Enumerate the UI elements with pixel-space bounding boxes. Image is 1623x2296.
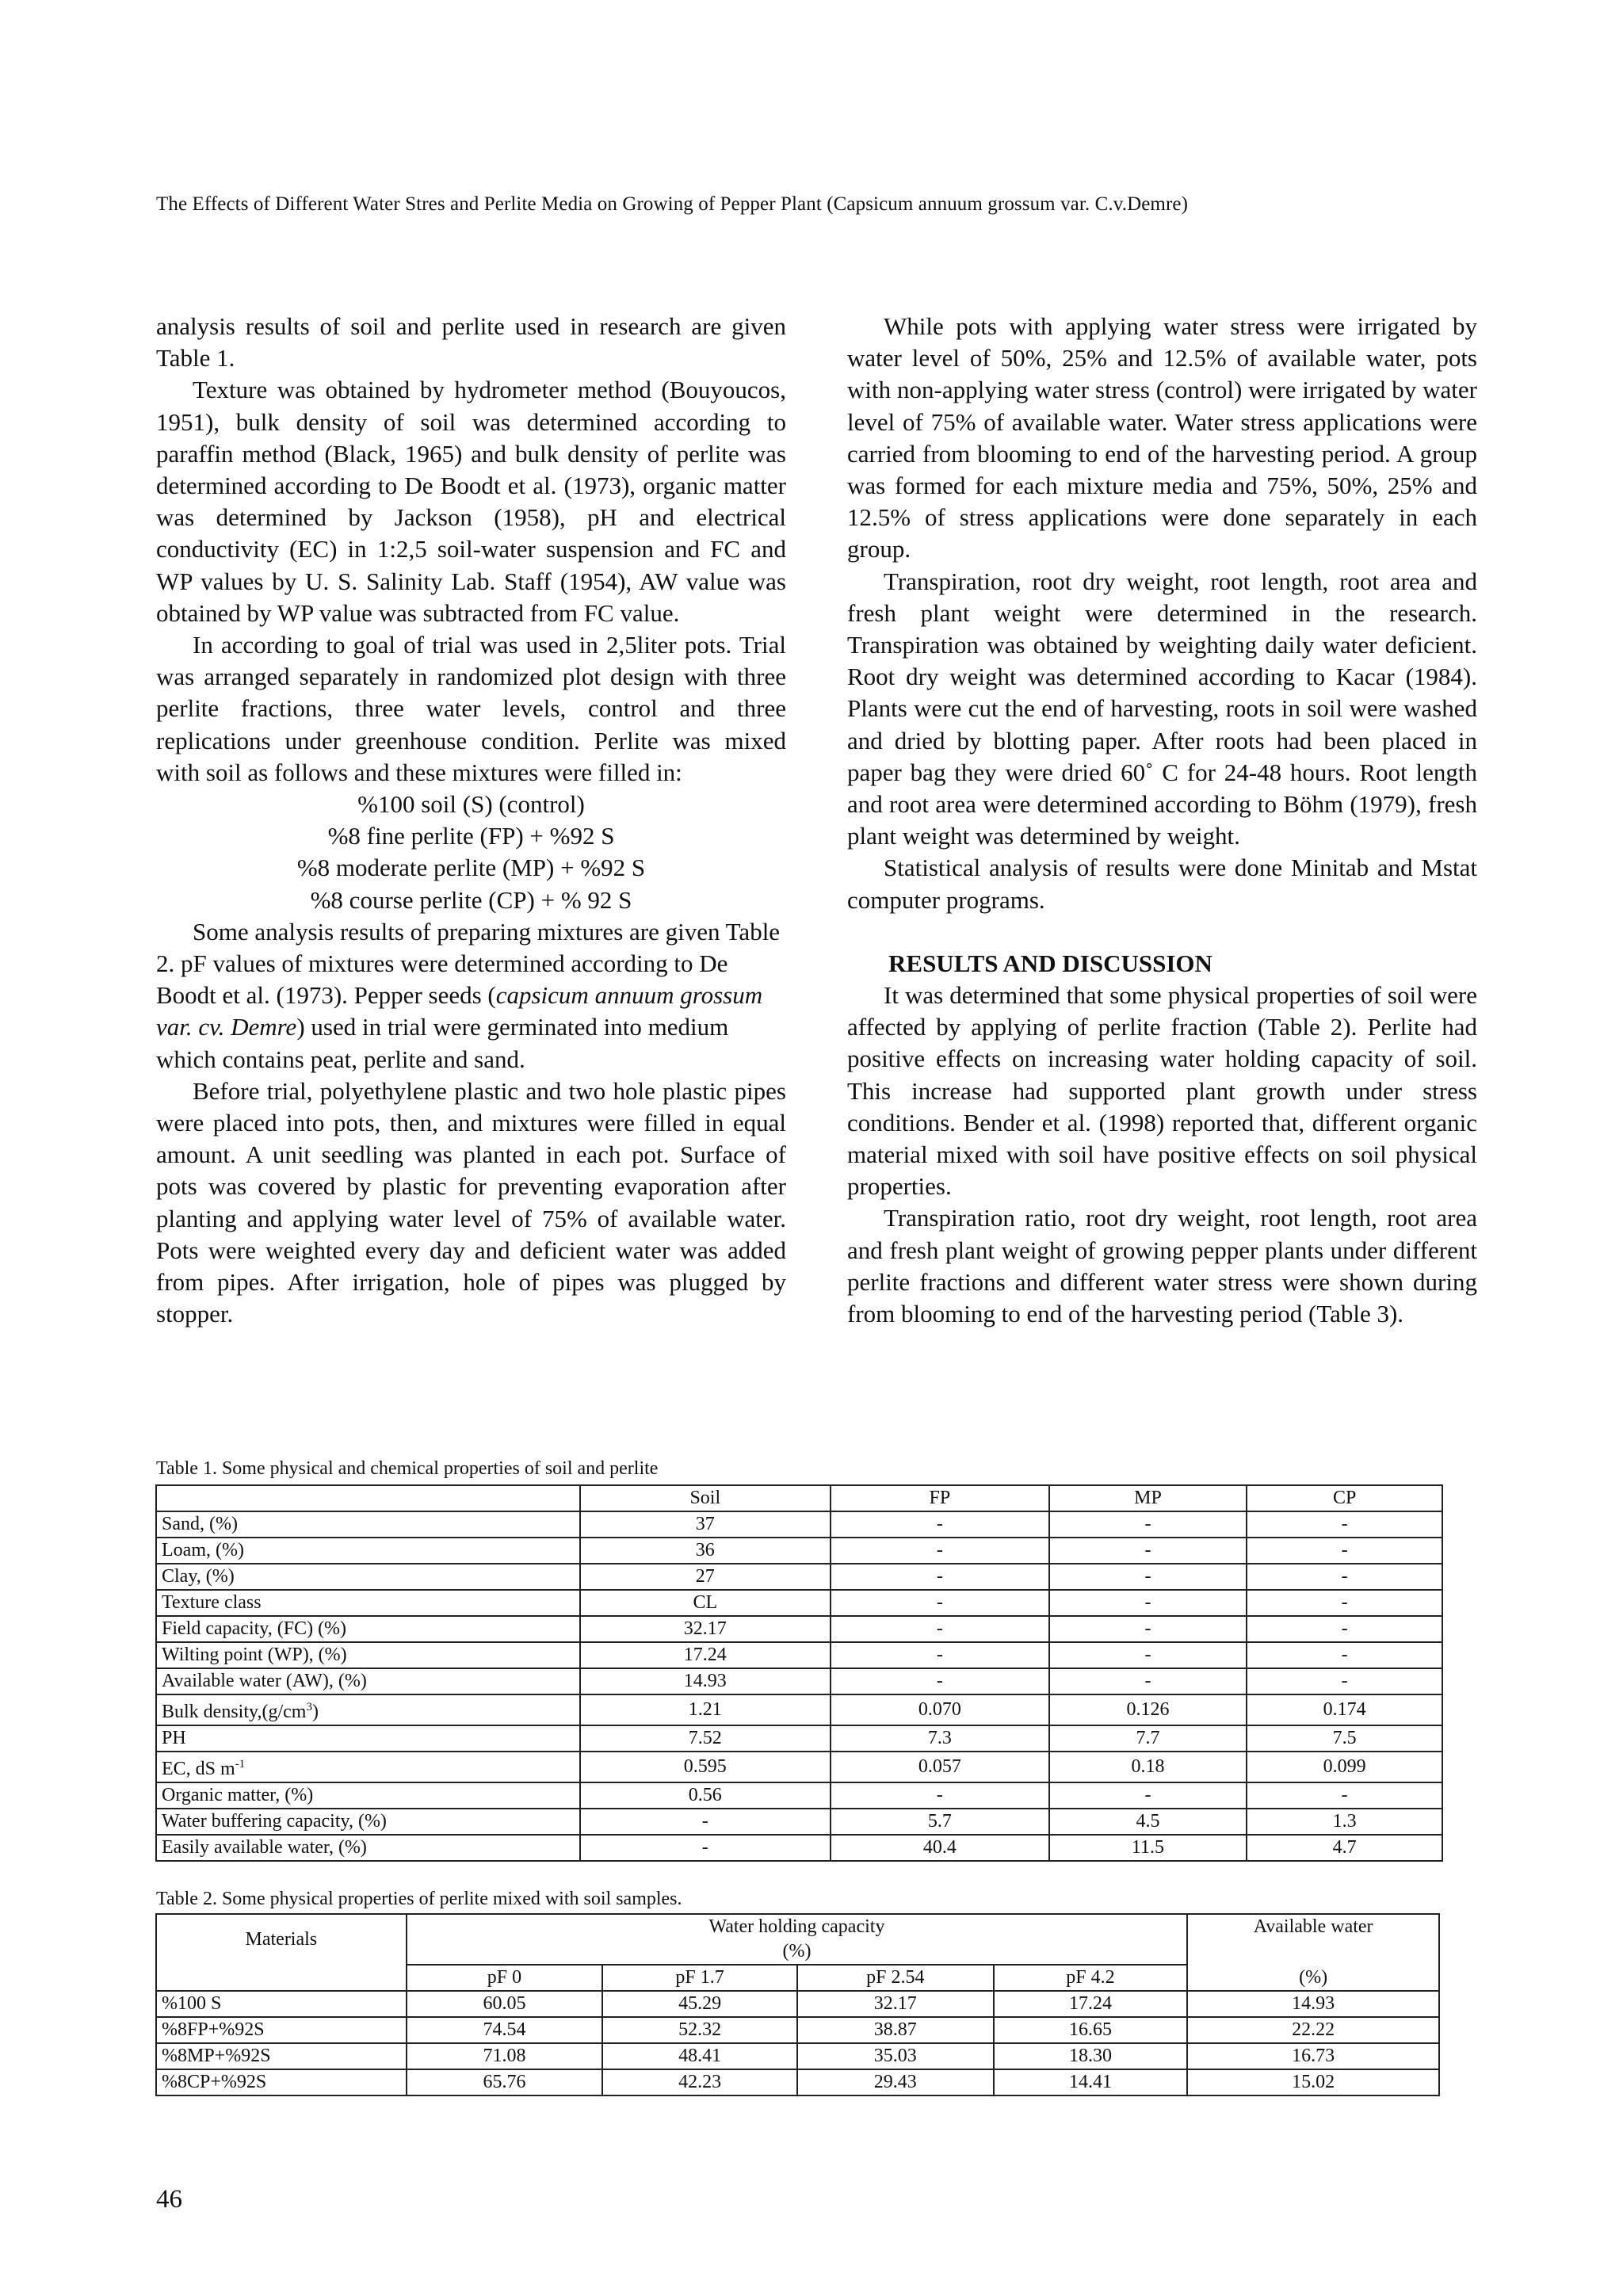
table1-cell: 11.5	[1049, 1835, 1247, 1861]
table1-cell: 0.18	[1049, 1752, 1247, 1782]
table2-cell: 74.54	[407, 2017, 603, 2043]
table1-cell: 7.5	[1247, 1725, 1442, 1752]
table1-cell: 36	[580, 1538, 831, 1564]
table1-row	[156, 1642, 1442, 1668]
table1-row	[156, 1694, 1442, 1725]
table1-row-label: Texture class	[156, 1590, 580, 1616]
table1-row	[156, 1668, 1442, 1694]
table2-pf-header: pF 1.7	[602, 1965, 797, 1991]
table2-cell: 18.30	[994, 2043, 1188, 2069]
table2-row	[156, 1991, 1439, 2017]
table1-cell: 17.24	[580, 1642, 831, 1668]
right-paragraph-3: Statistical analysis of results were done Minitab and Mstat computer programs.	[847, 854, 1477, 914]
table1-row-label: PH	[156, 1725, 580, 1752]
table2-header-row	[156, 1914, 1439, 1939]
table2-cell: 17.24	[994, 1991, 1188, 2017]
table2-header-blank	[156, 1965, 407, 1991]
table1-cell: 5.7	[831, 1809, 1049, 1835]
table2-cell: 71.08	[407, 2043, 603, 2069]
table1-cell: 32.17	[580, 1616, 831, 1642]
table1-row-label: Clay, (%)	[156, 1564, 580, 1590]
left-column	[156, 311, 786, 1331]
table2-cell: 16.65	[994, 2017, 1188, 2043]
table1-cell: 0.595	[580, 1752, 831, 1782]
table1-cell: -	[1247, 1538, 1442, 1564]
right-paragraph-1: While pots with applying water stress were irrigated by water level of 50%, 25% and 12.5% of available water, pots with non-applying water stress (control) were irrigated by water level of 75% of available water. Water stress applications were carried from blooming to end of the harvesting period. A group was formed for each mixture media and 75%, 50%, 25% and 12.5% of stress applications were done separately in each group.	[847, 312, 1477, 563]
table2-cell: 42.23	[602, 2069, 797, 2095]
table2-cell: 65.76	[407, 2069, 603, 2095]
table2-cell: 32.17	[797, 1991, 994, 2017]
left-paragraph-3: In according to goal of trial was used in 2,5liter pots. Trial was arranged separately in randomized plot design with three perlite fractions, three water levels, control and three replications under greenhouse condition. Perlite was mixed with soil as follows and these mixtures were filled in:	[156, 631, 786, 786]
table2	[155, 1913, 1440, 2096]
table1-row-label: Easily available water, (%)	[156, 1835, 580, 1861]
table1-row	[156, 1752, 1442, 1782]
table1-row-label: Bulk $density,(g/cm^3)$	[156, 1694, 580, 1725]
table1-cell: 0.56	[580, 1782, 831, 1809]
table1-cell: 0.070	[831, 1694, 1049, 1725]
table2-cell: 52.32	[602, 2017, 797, 2043]
table1-cell: 0.099	[1247, 1752, 1442, 1782]
section-heading: RESULTS AND DISCUSSION	[888, 949, 1212, 977]
table2-cell: 14.93	[1187, 1991, 1439, 2017]
table1-cell: -	[831, 1511, 1049, 1538]
table1-cell: 40.4	[831, 1835, 1049, 1861]
table1-cell: 37	[580, 1511, 831, 1538]
table2-row-label: %8FP+%92S	[156, 2017, 407, 2043]
table2-cell: 35.03	[797, 2043, 994, 2069]
table1-cell: -	[580, 1835, 831, 1861]
table1-row	[156, 1511, 1442, 1538]
table1-row	[156, 1782, 1442, 1809]
page-number: 46	[156, 2185, 182, 2214]
table2-header-row	[156, 1965, 1439, 1991]
mixture-line: %8 fine perlite (FP) + %92 S	[327, 822, 615, 850]
table1-cell: -	[1247, 1564, 1442, 1590]
table1-cell: -	[831, 1642, 1049, 1668]
table1-row-label: Loam, (%)	[156, 1538, 580, 1564]
table1-header-cell: MP	[1049, 1485, 1247, 1511]
table1-cell: -	[831, 1782, 1049, 1809]
left-paragraph-2: Texture was obtained by hydrometer method (Bouyoucos, 1951), bulk density of soil was determined according to paraffin method (Black, 1965) and bulk density of perlite was determined according to De Boodt et al. (1973), organic matter was determined by Jackson (1958), pH and electrical conductivity (EC) in 1:2,5 soil-water suspension and FC and WP values by U. S. Salinity Lab. Staff (1954), AW value was obtained by WP value was subtracted from FC value.	[156, 376, 786, 627]
table1-cell: -	[1247, 1668, 1442, 1694]
table1-cell: 14.93	[580, 1668, 831, 1694]
mixture-line: %100 soil (S) (control)	[357, 790, 585, 819]
table2-aw-header: Available water	[1187, 1914, 1439, 1965]
right-column	[847, 311, 1477, 1330]
table2-pf-header: pF 0	[407, 1965, 603, 1991]
table2-cell: 60.05	[407, 1991, 603, 2017]
table1-cell: 1.21	[580, 1694, 831, 1725]
table2-cell: 15.02	[1187, 2069, 1439, 2095]
left-paragraph-4: Some analysis results of preparing mixtures are given Table 2. pF values of mixtures were determined according to De Boodt et al. (1973). Pepper seeds (capsicum annuum grossum var. cv. Demre) used in trial were germinated into medium which contains peat, perlite and sand.	[156, 917, 781, 1073]
table1-cell: 27	[580, 1564, 831, 1590]
table1-cell: 7.7	[1049, 1725, 1247, 1752]
table1-row-label: Water buffering capacity, (%)	[156, 1809, 580, 1835]
running-head: The Effects of Different Water Stres and Perlite Media on Growing of Pepper Plant (Capsicum annuum grossum var. C.v.Demre)	[156, 193, 1189, 215]
table1-cell: -	[831, 1668, 1049, 1694]
table1-cell: -	[1247, 1616, 1442, 1642]
table1-cell: -	[1247, 1511, 1442, 1538]
table1-row	[156, 1590, 1442, 1616]
table1-header-cell: CP	[1247, 1485, 1442, 1511]
table1-cell: -	[831, 1564, 1049, 1590]
table1-cell: -	[1049, 1538, 1247, 1564]
table2-cell: 14.41	[994, 2069, 1188, 2095]
table1-cell: 7.3	[831, 1725, 1049, 1752]
table2-row	[156, 2017, 1439, 2043]
table2-cell: 29.43	[797, 2069, 994, 2095]
table1-cell: 1.3	[1247, 1809, 1442, 1835]
table1-cell: -	[1049, 1564, 1247, 1590]
table1-cell: -	[1247, 1782, 1442, 1809]
table2-cell: 48.41	[602, 2043, 797, 2069]
table1-row-label: EC, dS $m^{-1}$	[156, 1752, 580, 1782]
table1-row	[156, 1809, 1442, 1835]
table2-row-label: %8MP+%92S	[156, 2043, 407, 2069]
table2-pf-header: pF 2.54	[797, 1965, 994, 1991]
table2-row-label: %100 S	[156, 1991, 407, 2017]
table2-whc-header: Water holding capacity	[407, 1914, 1188, 1939]
table1-row-label: Organic matter, (%)	[156, 1782, 580, 1809]
table2-materials-header: Materials	[156, 1914, 407, 1965]
table1-header-row	[156, 1485, 1442, 1511]
table1-row-label: Available water (AW), (%)	[156, 1668, 580, 1694]
table1-cell: -	[1049, 1590, 1247, 1616]
table1-cell: 4.7	[1247, 1835, 1442, 1861]
table1	[155, 1484, 1443, 1862]
table1-header-cell: Soil	[580, 1485, 831, 1511]
table1-row	[156, 1835, 1442, 1861]
left-paragraph-5: Before trial, polyethylene plastic and two hole plastic pipes were placed into pots, then, and mixtures were filled in equal amount. A unit seedling was planted in each pot. Surface of pots was covered by plastic for preventing evaporation after planting and applying water level of 75% of available water. Pots were weighted every day and deficient water was added from pipes. After irrigation, hole of pipes was plugged by stopper.	[156, 1076, 786, 1328]
table1-cell: 4.5	[1049, 1809, 1247, 1835]
right-paragraph-4: It was determined that some physical properties of soil were affected by applying of perlite fraction (Table 2). Perlite had positive effects on increasing water holding capacity of soil. This increase had supported plant growth under stress conditions. Bender et al. (1998) reported that, different organic material mixed with soil have positive effects on soil physical properties.	[847, 981, 1477, 1201]
table1-cell: -	[831, 1538, 1049, 1564]
table2-pf-header: pF 4.2	[994, 1965, 1188, 1991]
table1-cell: -	[1049, 1616, 1247, 1642]
table1-header-cell: FP	[831, 1485, 1049, 1511]
table1-cell: CL	[580, 1590, 831, 1616]
table1-row	[156, 1564, 1442, 1590]
table2-cell: 45.29	[602, 1991, 797, 2017]
table1-cell: -	[1049, 1782, 1247, 1809]
table1-cell: -	[1049, 1511, 1247, 1538]
table1-cell: -	[831, 1590, 1049, 1616]
table1-row-label: Wilting point (WP), (%)	[156, 1642, 580, 1668]
species-name: capsicum annuum grossum var. cv. Demre	[156, 981, 763, 1041]
table2-cell: 22.22	[1187, 2017, 1439, 2043]
right-paragraph-5: Transpiration ratio, root dry weight, root length, root area and fresh plant weight of growing pepper plants under different perlite fractions and different water stress were shown during from blooming to end of the harvesting period (Table 3).	[847, 1204, 1477, 1328]
table2-row-label: %8CP+%92S	[156, 2069, 407, 2095]
table2-title: Table 2. Some physical properties of perlite mixed with soil samples.	[156, 1889, 682, 1909]
table1-cell: 0.174	[1247, 1694, 1442, 1725]
table2-cell: 38.87	[797, 2017, 994, 2043]
table1-cell: 7.52	[580, 1725, 831, 1752]
table1-title: Table 1. Some physical and chemical properties of soil and perlite	[156, 1458, 659, 1479]
table1-header-cell	[156, 1485, 580, 1511]
table1-cell: 0.057	[831, 1752, 1049, 1782]
table2-row	[156, 2069, 1439, 2095]
table1-cell: -	[1247, 1590, 1442, 1616]
table2-whc-unit: (%)	[407, 1939, 1188, 1965]
table1-cell: 0.126	[1049, 1694, 1247, 1725]
table1-row-label: Field capacity, (FC) (%)	[156, 1616, 580, 1642]
table1-cell: -	[831, 1616, 1049, 1642]
table2-aw-unit: (%)	[1187, 1965, 1439, 1991]
table1-row	[156, 1725, 1442, 1752]
table1-row	[156, 1616, 1442, 1642]
table2-cell: 16.73	[1187, 2043, 1439, 2069]
right-paragraph-2: Transpiration, root dry weight, root length, root area and fresh plant weight were determined in the research. Transpiration was obtained by weighting daily water deficient. Root dry weight was determined according to Kacar (1984). Plants were cut the end of harvesting, roots in soil were washed and dried by blotting paper. After roots had been placed in paper bag they were dried 60˚ C for 24-48 hours. Root length and root area were determined according to Böhm (1979), fresh plant weight was determined by weight.	[847, 567, 1477, 850]
table1-row-label: Sand, (%)	[156, 1511, 580, 1538]
table1-cell: -	[1049, 1642, 1247, 1668]
table2-row	[156, 2043, 1439, 2069]
table1-cell: -	[1049, 1668, 1247, 1694]
mixture-line: %8 moderate perlite (MP) + %92 S	[296, 854, 646, 882]
table1-cell: -	[580, 1809, 831, 1835]
table1-cell: -	[1247, 1642, 1442, 1668]
left-paragraph-1: analysis results of soil and perlite used in research are given Table 1.	[156, 312, 786, 372]
table1-row	[156, 1538, 1442, 1564]
mixture-line: %8 course perlite (CP) + % 92 S	[310, 885, 632, 914]
